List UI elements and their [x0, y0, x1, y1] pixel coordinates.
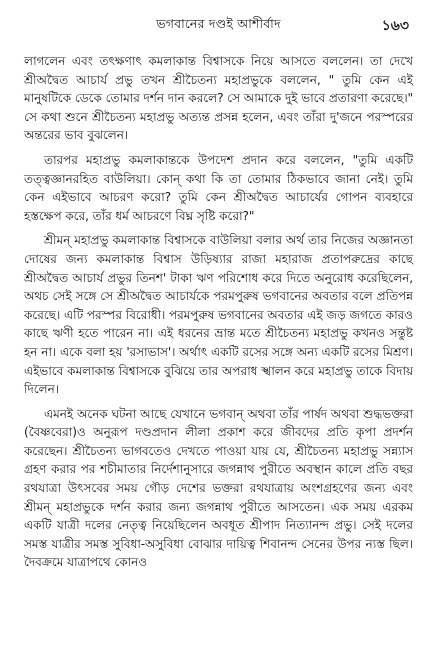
- page-number: ১৬৩: [381, 18, 409, 34]
- paragraph-3: শ্রীমন্ মহাপ্রভু কমলাকান্ত বিশ্বাসকে বাউলিয়া বলার অর্থ তার নিজের অজ্ঞানতা দোষের জন্য কমলাকান্ত বিশ্বাস উড়িষ্যার রাজা মহারাজ প্রতাপরুদ্রের কাছে শ্রীঅদ্বৈত আচার্য প্রভুর তিনশ' টাকা ঋণ পরিশোধ করে দিতে অনুরোধ করেছিলেন, অথচ সেই সঙ্গে সে শ্রীঅদ্বৈত আচার্যকে পরমপুরুষ ভগবানের অবতার বলে প্রতিপন্ন করেছে। এটি পরস্পর বিরোধী। পরমপুরুষ ভগবানের অবতার এই জড় জগতে কারও কাছে ঋণী হতে পারেন না। এই ধরনের ভ্রান্ত মতে শ্রীচৈতন্য মহাপ্রভু কখনও সন্তুষ্ট হন না। একে বলা হয় 'রসাভাস'। অর্থাৎ একটি রসের সঙ্গে অন্য একটি রসের মিশ্রণ। এইভাবে কমলাকান্ত বিশ্বাসকে বুঝিয়ে তার অপরাধ স্খালন করে মহাপ্রভু তাকে বিদায় দিলেন।: [24, 233, 413, 397]
- page-header: [24, 14, 413, 36]
- body-text: [24, 52, 413, 572]
- paragraph-1: লাগলেন এবং তৎক্ষণাৎ কমলাকান্ত বিশ্বাসকে নিয়ে আসতে বললেন। তা দেখে শ্রীঅদ্বৈত আচার্য প্রভু তখন শ্রীচৈতন্য মহাপ্রভুকে বললেন, " তুমি কেন এই মানুষটিকে ডেকে তোমার দর্শন দান করলে? সে আমাকে দুই ভাবে প্রতারণা করেছে।" সে কথা শুনে শ্রীচৈতন্য মহাপ্রভু অত্যন্ত প্রসন্ন হলেন, এবং তাঁরা দু'জনে পরস্পরের অন্তরের ভাব বুঝলেন।: [24, 54, 413, 143]
- running-title: ভগবানের দণ্ডই আশীর্বাদ: [156, 16, 281, 31]
- paragraph-2: তারপর মহাপ্রভু কমলাকান্তকে উপদেশ প্রদান করে বললেন, "তুমি একটি তত্ত্বজ্ঞানরহিত বাউলিয়া। কোন্ কথা কি তা তোমার ঠিকভাবে জানা নেই। তুমি কেন এইভাবে আচরণ করো? তুমি কেন শ্রীঅদ্বৈত আচার্যের গোপন ব্যবহারে হস্তক্ষেপ করে, তাঁর ধর্ম আচরণে বিঘ্ন সৃষ্টি করো?": [24, 152, 413, 223]
- paragraph-4: এমনই অনেক ঘটনা আছে যেখানে ভগবান্ অথবা তাঁর পার্ষদ অথবা শুদ্ধভক্তরা (বৈষ্ণবেরা)ও অনুরূপ দণ্ডপ্রদান লীলা প্রকাশ করে জীবদের প্রতি কৃপা প্রদর্শন করেছেন। শ্রীচৈতন্য ভাগবতেও দেখতে পাওয়া যায় যে, শ্রীচৈতন্য মহাপ্রভু সন্ন্যাস গ্রহণ করার পর শচীমাতার নির্দেশানুসারে জগন্নাথ পুরীতে অবস্থান কালে প্রতি বছর রথযাত্রা উৎসবের সময় গৌড় দেশের ভক্তরা রথযাত্রায় অংশগ্রহণের জন্য এবং শ্রীমন্ মহাপ্রভুকে দর্শন করার জন্য জগন্নাথ পুরীতে আসতেন। এক সময় এরকম একটি যাত্রী দলের নেতৃত্ব নিয়েছিলেন অবধূত শ্রীপাদ নিত্যানন্দ প্রভু। সেই দলের সমস্ত যাত্রীর সমস্ত সুবিধা-অসুবিধা বোঝার দায়িত্ব শিবানন্দ সেনের উপর ন্যস্ত ছিল। দৈবক্রমে যাত্রাপথে কোনও: [24, 406, 413, 570]
